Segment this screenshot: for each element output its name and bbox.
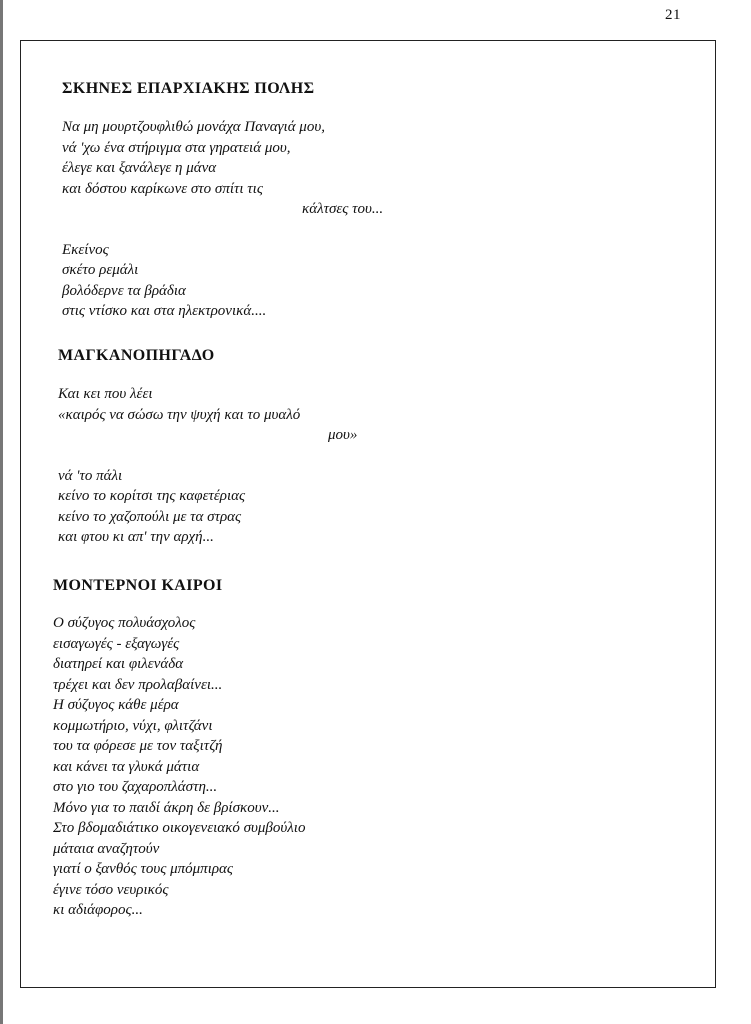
poem-line: τρέχει και δεν προλαβαίνει... [53, 676, 223, 693]
poem-monternoi-kairoi [53, 576, 473, 921]
poem-line: και κάνει τα γλυκά μάτια [53, 758, 200, 775]
poem-line: Εκείνος [62, 241, 109, 258]
poem-line: και φτου κι απ' την αρχή... [58, 529, 214, 545]
stanza [58, 384, 478, 446]
poem-line: νά 'το πάλι [58, 467, 123, 484]
poem-line: Και κει που λέει [58, 386, 153, 402]
poem-line: κείνο το χαζοπούλι με τα στρας [58, 508, 242, 525]
poem-line: Η σύζυγος κάθε μέρα [53, 697, 179, 713]
poem-line: μάταια αναζητούν [53, 840, 160, 857]
poem-line: του τα φόρεσε με τον ταξιτζή [53, 738, 223, 754]
page-edge-shadow [0, 0, 3, 1024]
stanza [58, 466, 478, 548]
poem-title: ΣΚΗΝΕΣ ΕΠΑΡΧΙΑΚΗΣ ΠΟΛΗΣ [62, 80, 315, 97]
poem-line: εισαγωγές - εξαγωγές [53, 635, 180, 652]
poem-line: και δόστου καρίκωνε στο σπίτι τις [62, 180, 263, 197]
poem-line: Στο βδομαδιάτικο οικογενειακό συμβούλιο [53, 820, 306, 836]
stanza [62, 117, 482, 220]
poem-line: νά 'χω ένα στήριγμα στα γηρατειά μου, [62, 139, 291, 156]
stanza-gap [62, 220, 482, 240]
page-number: 21 [665, 7, 681, 23]
poem-line: σκέτο ρεμάλι [62, 262, 139, 278]
poem-line: Ο σύζυγος πολυάσχολος [53, 615, 196, 631]
poem-line: στο γιο του ζαχαροπλάστη... [53, 779, 218, 795]
poem-line: Μόνο για το παιδί άκρη δε βρίσκουν... [53, 799, 280, 816]
poem-line: κομμωτήριο, νύχι, φλιτζάνι [53, 717, 213, 734]
stanza [53, 613, 473, 921]
poem-skines-eparchiakis-polis [62, 79, 482, 322]
poem-line: βολόδερνε τα βράδια [62, 282, 186, 299]
stanza [62, 240, 482, 322]
poem-line: έλεγε και ξανάλεγε η μάνα [62, 160, 217, 176]
poem-title: ΜΟΝΤΕΡΝΟΙ ΚΑΙΡΟΙ [53, 577, 223, 594]
poem-line: κείνο το κορίτσι της καφετέριας [58, 488, 246, 504]
poem-line: «καιρός να σώσω την ψυχή και το μυαλό [58, 406, 301, 423]
poem-magkanopigado [58, 346, 478, 548]
stanza-gap [58, 446, 478, 466]
poem-line: μου» [328, 427, 358, 443]
poem-line: κι αδιάφορος... [53, 902, 143, 918]
poem-title: ΜΑΓΚΑΝΟΠΗΓΑΔΟ [58, 347, 215, 364]
poem-line: έγινε τόσο νευρικός [53, 881, 169, 898]
poem-line: κάλτσες του... [302, 201, 384, 217]
poem-line: διατηρεί και φιλενάδα [53, 656, 184, 672]
poem-line: γιατί ο ξανθός τους μπόμπιρας [53, 861, 234, 877]
poem-line: Να μη μουρτζουφλιθώ μονάχα Παναγιά μου, [62, 119, 325, 135]
poem-line: στις ντίσκο και στα ηλεκτρονικά.... [62, 303, 267, 319]
